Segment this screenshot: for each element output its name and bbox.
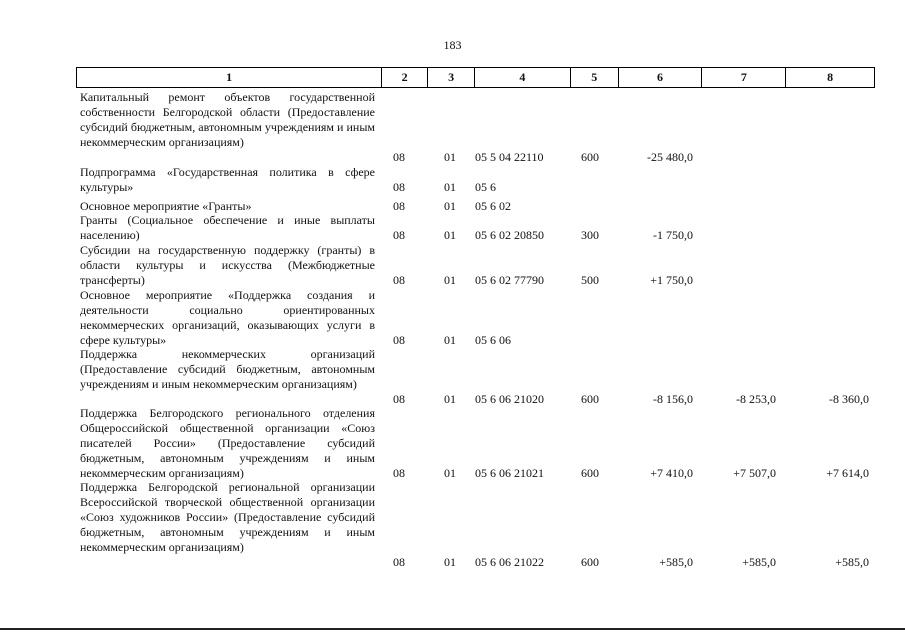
row-subsection: 01 [444, 466, 456, 480]
row-amount-1: +1 750,0 [650, 273, 693, 287]
header-cell-1: 1 [226, 70, 233, 84]
header-cell-2: 2 [381, 68, 427, 87]
header-cell-4: 4 [474, 68, 570, 87]
header-cell-5: 5 [570, 68, 618, 87]
table-row [76, 288, 875, 348]
row-amount-3: -8 360,0 [829, 392, 869, 406]
row-section: 08 [393, 199, 405, 213]
row-description: Субсидии на государственную поддержку (гранты) в области культуры и искусства (Межбюджетные трансферты) [80, 243, 375, 287]
row-amount-1: -8 156,0 [653, 392, 693, 406]
row-description: Подпрограмма «Государственная политика в сфере культуры» [80, 165, 375, 194]
row-code: 05 6 06 21020 [475, 392, 544, 406]
header-cell-8: 8 [785, 68, 874, 87]
scan-edge-divider [0, 628, 905, 630]
row-subsection: 01 [444, 228, 456, 242]
row-amount-2: -8 253,0 [736, 392, 776, 406]
row-description: Поддержка Белгородской региональной организации Всероссийской творческой общественной организации «Союз художников России» (Предоставление субсидий бюджетным, автономным учреждениям и иным некоммерческим организациям) [80, 480, 375, 554]
table-row [76, 243, 875, 288]
row-subsection: 01 [444, 199, 456, 213]
row-amount-3: +7 614,0 [826, 466, 869, 480]
row-amount-1: -25 480,0 [647, 150, 693, 164]
row-section: 08 [393, 466, 405, 480]
row-description: Гранты (Социальное обеспечение и иные выплаты населению) [80, 213, 375, 242]
row-code: 05 6 06 21021 [475, 466, 544, 480]
row-code: 05 6 06 21022 [475, 555, 544, 569]
row-amount-3: +585,0 [835, 555, 869, 569]
table-header [76, 67, 875, 88]
row-description: Основное мероприятие «Поддержка создания и деятельности социально ориентированных некоммерческих организаций, оказывающих услуги в сфере культуры» [80, 288, 375, 347]
row-vr: 600 [581, 555, 599, 569]
row-amount-1: -1 750,0 [653, 228, 693, 242]
table-row [76, 90, 875, 165]
row-section: 08 [393, 273, 405, 287]
row-code: 05 6 02 [475, 199, 511, 213]
row-vr: 600 [581, 392, 599, 406]
row-code: 05 5 04 22110 [475, 150, 544, 164]
row-section: 08 [393, 150, 405, 164]
row-section: 08 [393, 228, 405, 242]
row-code: 05 6 06 [475, 333, 511, 347]
table-row [76, 199, 875, 214]
row-code: 05 6 02 77790 [475, 273, 544, 287]
row-amount-2: +585,0 [742, 555, 776, 569]
row-description: Основное мероприятие «Гранты» [80, 199, 252, 213]
row-section: 08 [393, 555, 405, 569]
table-row [76, 406, 875, 481]
row-section: 08 [393, 333, 405, 347]
row-section: 08 [393, 180, 405, 194]
table-row [76, 480, 875, 570]
row-code: 05 6 02 20850 [475, 228, 544, 242]
row-description: Поддержка Белгородского регионального отделения Общероссийской общественной организации «Союз писателей России» (Предоставление субсидий бюджетным, автономным учреждениям и иным некоммерческим организациям) [80, 406, 375, 480]
row-vr: 600 [581, 466, 599, 480]
row-amount-2: +7 507,0 [733, 466, 776, 480]
row-subsection: 01 [444, 150, 456, 164]
row-subsection: 01 [444, 273, 456, 287]
row-code: 05 6 [475, 180, 496, 194]
page-number: 183 [443, 38, 462, 52]
table-row [76, 165, 875, 195]
header-cell-3: 3 [427, 68, 474, 87]
row-subsection: 01 [444, 555, 456, 569]
row-vr: 300 [581, 228, 599, 242]
table-row [76, 347, 875, 407]
row-vr: 500 [581, 273, 599, 287]
row-subsection: 01 [444, 392, 456, 406]
row-section: 08 [393, 392, 405, 406]
header-cell-7: 7 [701, 68, 785, 87]
row-amount-1: +585,0 [659, 555, 693, 569]
row-subsection: 01 [444, 333, 456, 347]
row-description: Поддержка некоммерческих организаций (Предоставление субсидий бюджетным, автономным учреждениям и иным некоммерческим организациям) [80, 347, 375, 391]
row-subsection: 01 [444, 180, 456, 194]
row-amount-1: +7 410,0 [650, 466, 693, 480]
row-description: Капитальный ремонт объектов государственной собственности Белгородской области (Предоставление субсидий бюджетным, автономным учреждениям и иным некоммерческим организациям) [80, 90, 375, 149]
row-vr: 600 [581, 150, 599, 164]
table-row [76, 213, 875, 243]
header-cell-6: 6 [618, 68, 702, 87]
